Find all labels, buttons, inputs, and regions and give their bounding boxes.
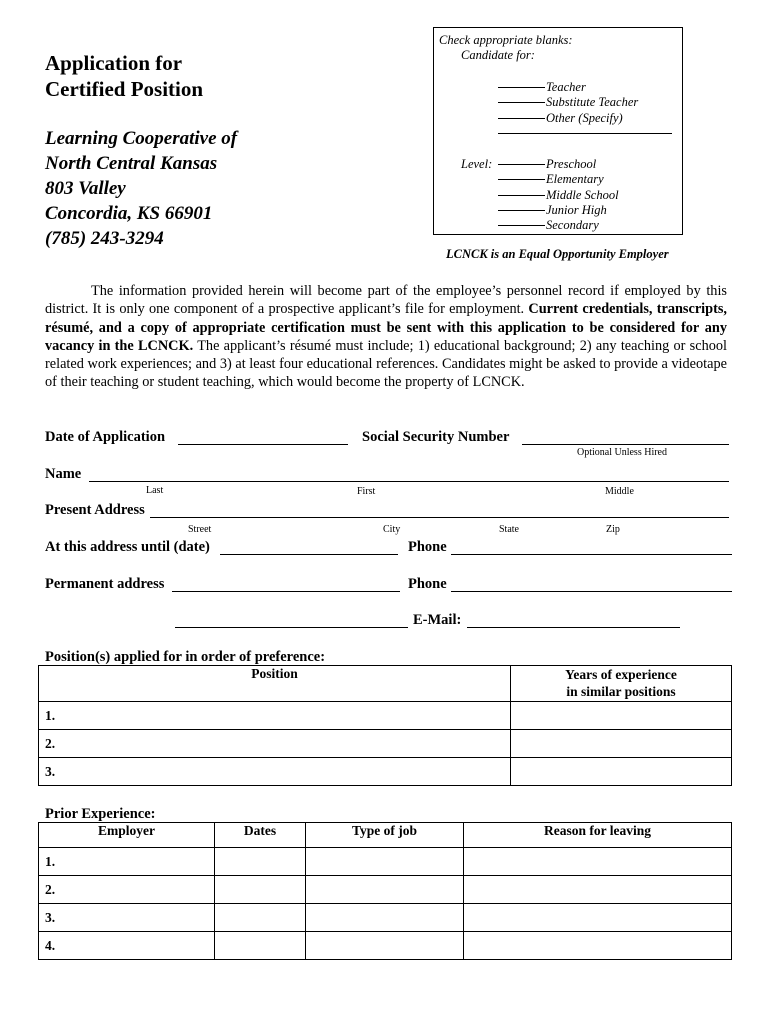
date-of-application-label: Date of Application [45,429,166,445]
option-teacher: Teacher [546,80,586,94]
position-1-cell[interactable] [39,702,511,730]
phone-label: Phone [408,539,447,555]
permanent-phone-label: Phone [408,576,447,592]
option-other: Other (Specify) [546,111,623,125]
dates-2-cell[interactable] [215,876,306,904]
table-row [39,876,732,904]
blank-teacher[interactable] [498,87,545,88]
permanent-address-field[interactable] [172,591,400,592]
blank-substitute[interactable] [498,102,545,103]
eeo-statement: LCNCK is an Equal Opportunity Employer [446,247,669,261]
name-last-caption: Last [146,485,164,496]
row-number: 4. [45,937,56,953]
blank-middle-school[interactable] [498,195,545,196]
employer-4-cell[interactable] [39,932,215,960]
org-city: Concordia, KS 66901 [45,203,213,224]
employer-2-cell[interactable] [39,876,215,904]
reason-4-cell[interactable] [464,932,732,960]
org-address-block [45,126,237,251]
table-row [39,904,732,932]
col-position: Position [39,666,511,702]
row-number: 1. [45,707,56,723]
option-secondary: Secondary [546,218,599,232]
type-2-cell[interactable] [306,876,464,904]
col-years [511,666,732,702]
candidate-check-box [433,27,683,235]
col-employer: Employer [39,823,215,848]
name-field[interactable] [89,481,729,482]
experience-heading: Prior Experience: [45,806,156,822]
employer-1-cell[interactable] [39,848,215,876]
col-years-line-1: Years of experience [565,667,677,682]
addr-street-caption: Street [188,524,212,535]
name-first-caption: First [357,486,376,497]
other-specify-line[interactable] [498,133,672,134]
email-label: E-Mail: [413,612,462,628]
reason-3-cell[interactable] [464,904,732,932]
title-line-1: Application for [45,51,183,75]
option-middle-school: Middle School [546,188,619,202]
level-label: Level: [461,157,493,171]
blank-other[interactable] [498,118,545,119]
years-3-cell[interactable] [511,758,732,786]
permanent-address-label: Permanent address [45,576,165,592]
positions-heading: Position(s) applied for in order of preference: [45,649,326,665]
type-1-cell[interactable] [306,848,464,876]
table-row [39,702,732,730]
addr-city-caption: City [383,524,401,535]
type-4-cell[interactable] [306,932,464,960]
page-title [45,50,203,102]
date-of-application-field[interactable] [178,444,348,445]
experience-header-row [39,823,732,848]
addr-state-caption: State [499,524,519,535]
employer-3-cell[interactable] [39,904,215,932]
blank-junior-high[interactable] [498,210,545,211]
title-line-2: Certified Position [45,77,204,101]
name-label: Name [45,466,82,482]
present-address-field[interactable] [150,517,729,518]
address-until-label: At this address until (date) [45,539,210,555]
type-3-cell[interactable] [306,904,464,932]
col-reason: Reason for leaving [464,823,732,848]
permanent-address-line-2[interactable] [175,627,408,628]
row-number: 2. [45,881,56,897]
intro-paragraph [45,282,727,392]
table-row [39,932,732,960]
org-name-2: North Central Kansas [45,153,218,174]
option-elementary: Elementary [546,172,604,186]
ssn-field[interactable] [522,444,729,445]
table-row [39,730,732,758]
candidate-label: Candidate for: [461,48,535,62]
option-preschool: Preschool [546,157,597,171]
phone-field[interactable] [451,554,732,555]
positions-table [38,665,732,786]
email-field[interactable] [467,627,680,628]
ssn-note: Optional Unless Hired [577,447,667,458]
check-instruction: Check appropriate blanks: [439,33,573,47]
addr-zip-caption: Zip [606,524,620,535]
blank-preschool[interactable] [498,164,545,165]
option-junior-high: Junior High [546,203,607,217]
row-number: 3. [45,909,56,925]
dates-4-cell[interactable] [215,932,306,960]
intro-text-1: The information provided herein will become part of the employee’s personnel record if employed by this district. It is only one component of a prospective applicant’s file for employment. [45,283,727,318]
table-row [39,848,732,876]
row-number: 1. [45,853,56,869]
ssn-label: Social Security Number [362,429,510,445]
position-3-cell[interactable] [39,758,511,786]
option-substitute: Substitute Teacher [546,95,639,109]
intro-required-docs: Current credentials, transcripts, résumé, and a copy of appropriate certification must be sent with this application to be considered for any vacancy in the LCNCK. [45,301,727,354]
col-years-line-2: in similar positions [566,684,676,699]
dates-3-cell[interactable] [215,904,306,932]
blank-elementary[interactable] [498,179,545,180]
intro-text-2: The applicant’s résumé must include; 1) educational background; 2) any teaching or school related work experiences; and 3) at least four educational references. Candidates might be asked to provide a videotape of their teaching or student teaching, which would become the property of LCNCK. [45,337,727,391]
table-row [39,758,732,786]
name-middle-caption: Middle [605,486,634,497]
dates-1-cell[interactable] [215,848,306,876]
address-until-field[interactable] [220,554,398,555]
positions-header-row [39,666,732,702]
org-street: 803 Valley [45,178,126,199]
present-address-label: Present Address [45,502,145,518]
position-2-cell[interactable] [39,730,511,758]
org-phone: (785) 243-3294 [45,228,164,249]
blank-secondary[interactable] [498,225,545,226]
org-name-1: Learning Cooperative of [45,128,238,149]
reason-1-cell[interactable] [464,848,732,876]
years-2-cell[interactable] [511,730,732,758]
col-type: Type of job [306,823,464,848]
permanent-phone-field[interactable] [451,591,732,592]
row-number: 2. [45,735,56,751]
row-number: 3. [45,763,56,779]
experience-table [38,822,732,960]
reason-2-cell[interactable] [464,876,732,904]
col-dates: Dates [215,823,306,848]
years-1-cell[interactable] [511,702,732,730]
